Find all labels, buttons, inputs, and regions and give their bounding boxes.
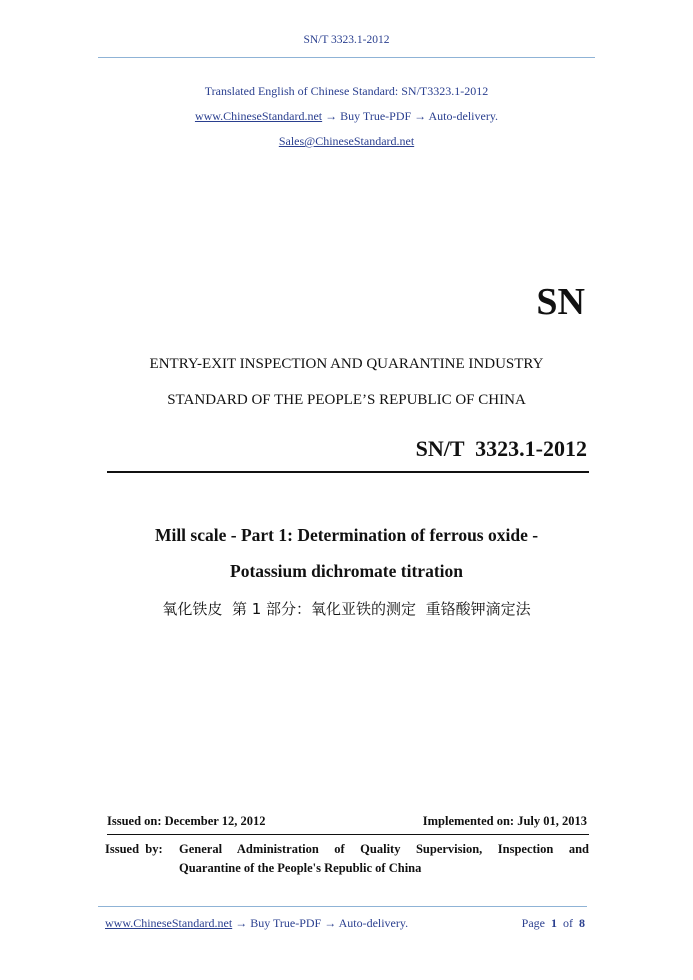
title-english-line-2: Potassium dichromate titration — [230, 561, 463, 581]
dates-row — [107, 814, 587, 829]
email-line — [0, 134, 693, 149]
issued-by-line-1: General Administration of Quality Supervision, Inspection and — [179, 842, 589, 856]
header-divider — [98, 57, 595, 58]
buy-pdf-text: → Buy True-PDF → Auto-delivery. — [322, 109, 499, 123]
footer-buy-text: → Buy True-PDF → Auto-delivery. — [232, 916, 409, 930]
industry-line-1: ENTRY-EXIT INSPECTION AND QUARANTINE INDUSTRY — [149, 356, 544, 372]
issued-by-block — [105, 840, 589, 878]
issued-by-label: Issued by: — [105, 842, 163, 856]
footer-divider — [98, 906, 587, 907]
sn-logo: SN — [536, 281, 585, 323]
title-english-line-1: Mill scale - Part 1: Determination of ferrous oxide - — [154, 525, 539, 545]
page-of: of — [563, 916, 573, 930]
page-current: 1 — [551, 916, 557, 930]
header-standard-code: SN/T 3323.1-2012 — [303, 34, 390, 46]
dates-divider — [107, 834, 589, 835]
standard-number: SN/T 3323.1-2012 — [415, 436, 587, 461]
footer-link-line — [105, 916, 408, 931]
industry-line-2: STANDARD OF THE PEOPLE’S REPUBLIC OF CHINA — [167, 392, 526, 408]
title-divider — [107, 471, 589, 473]
issued-date: Issued on: December 12, 2012 — [107, 814, 266, 828]
chinesestandard-link[interactable]: www.ChineseStandard.net — [194, 109, 323, 123]
page-label: Page — [521, 916, 545, 930]
sales-email-link[interactable]: Sales@ChineseStandard.net — [278, 134, 415, 148]
footer — [105, 916, 585, 931]
buy-pdf-line — [0, 109, 693, 124]
implemented-date: Implemented on: July 01, 2013 — [422, 814, 587, 828]
issued-by-line-2: Quarantine of the People's Republic of China — [179, 861, 422, 875]
page-total: 8 — [579, 916, 585, 930]
title-chinese: 氧化铁皮 第 1 部分：氧化亚铁的测定 重铬酸钾滴定法 — [162, 600, 531, 618]
footer-site-link[interactable]: www.ChineseStandard.net — [105, 916, 233, 930]
page-indicator — [522, 916, 585, 931]
translation-notice-line: Translated English of Chinese Standard: SN/T3323.1-2012 — [204, 84, 489, 98]
